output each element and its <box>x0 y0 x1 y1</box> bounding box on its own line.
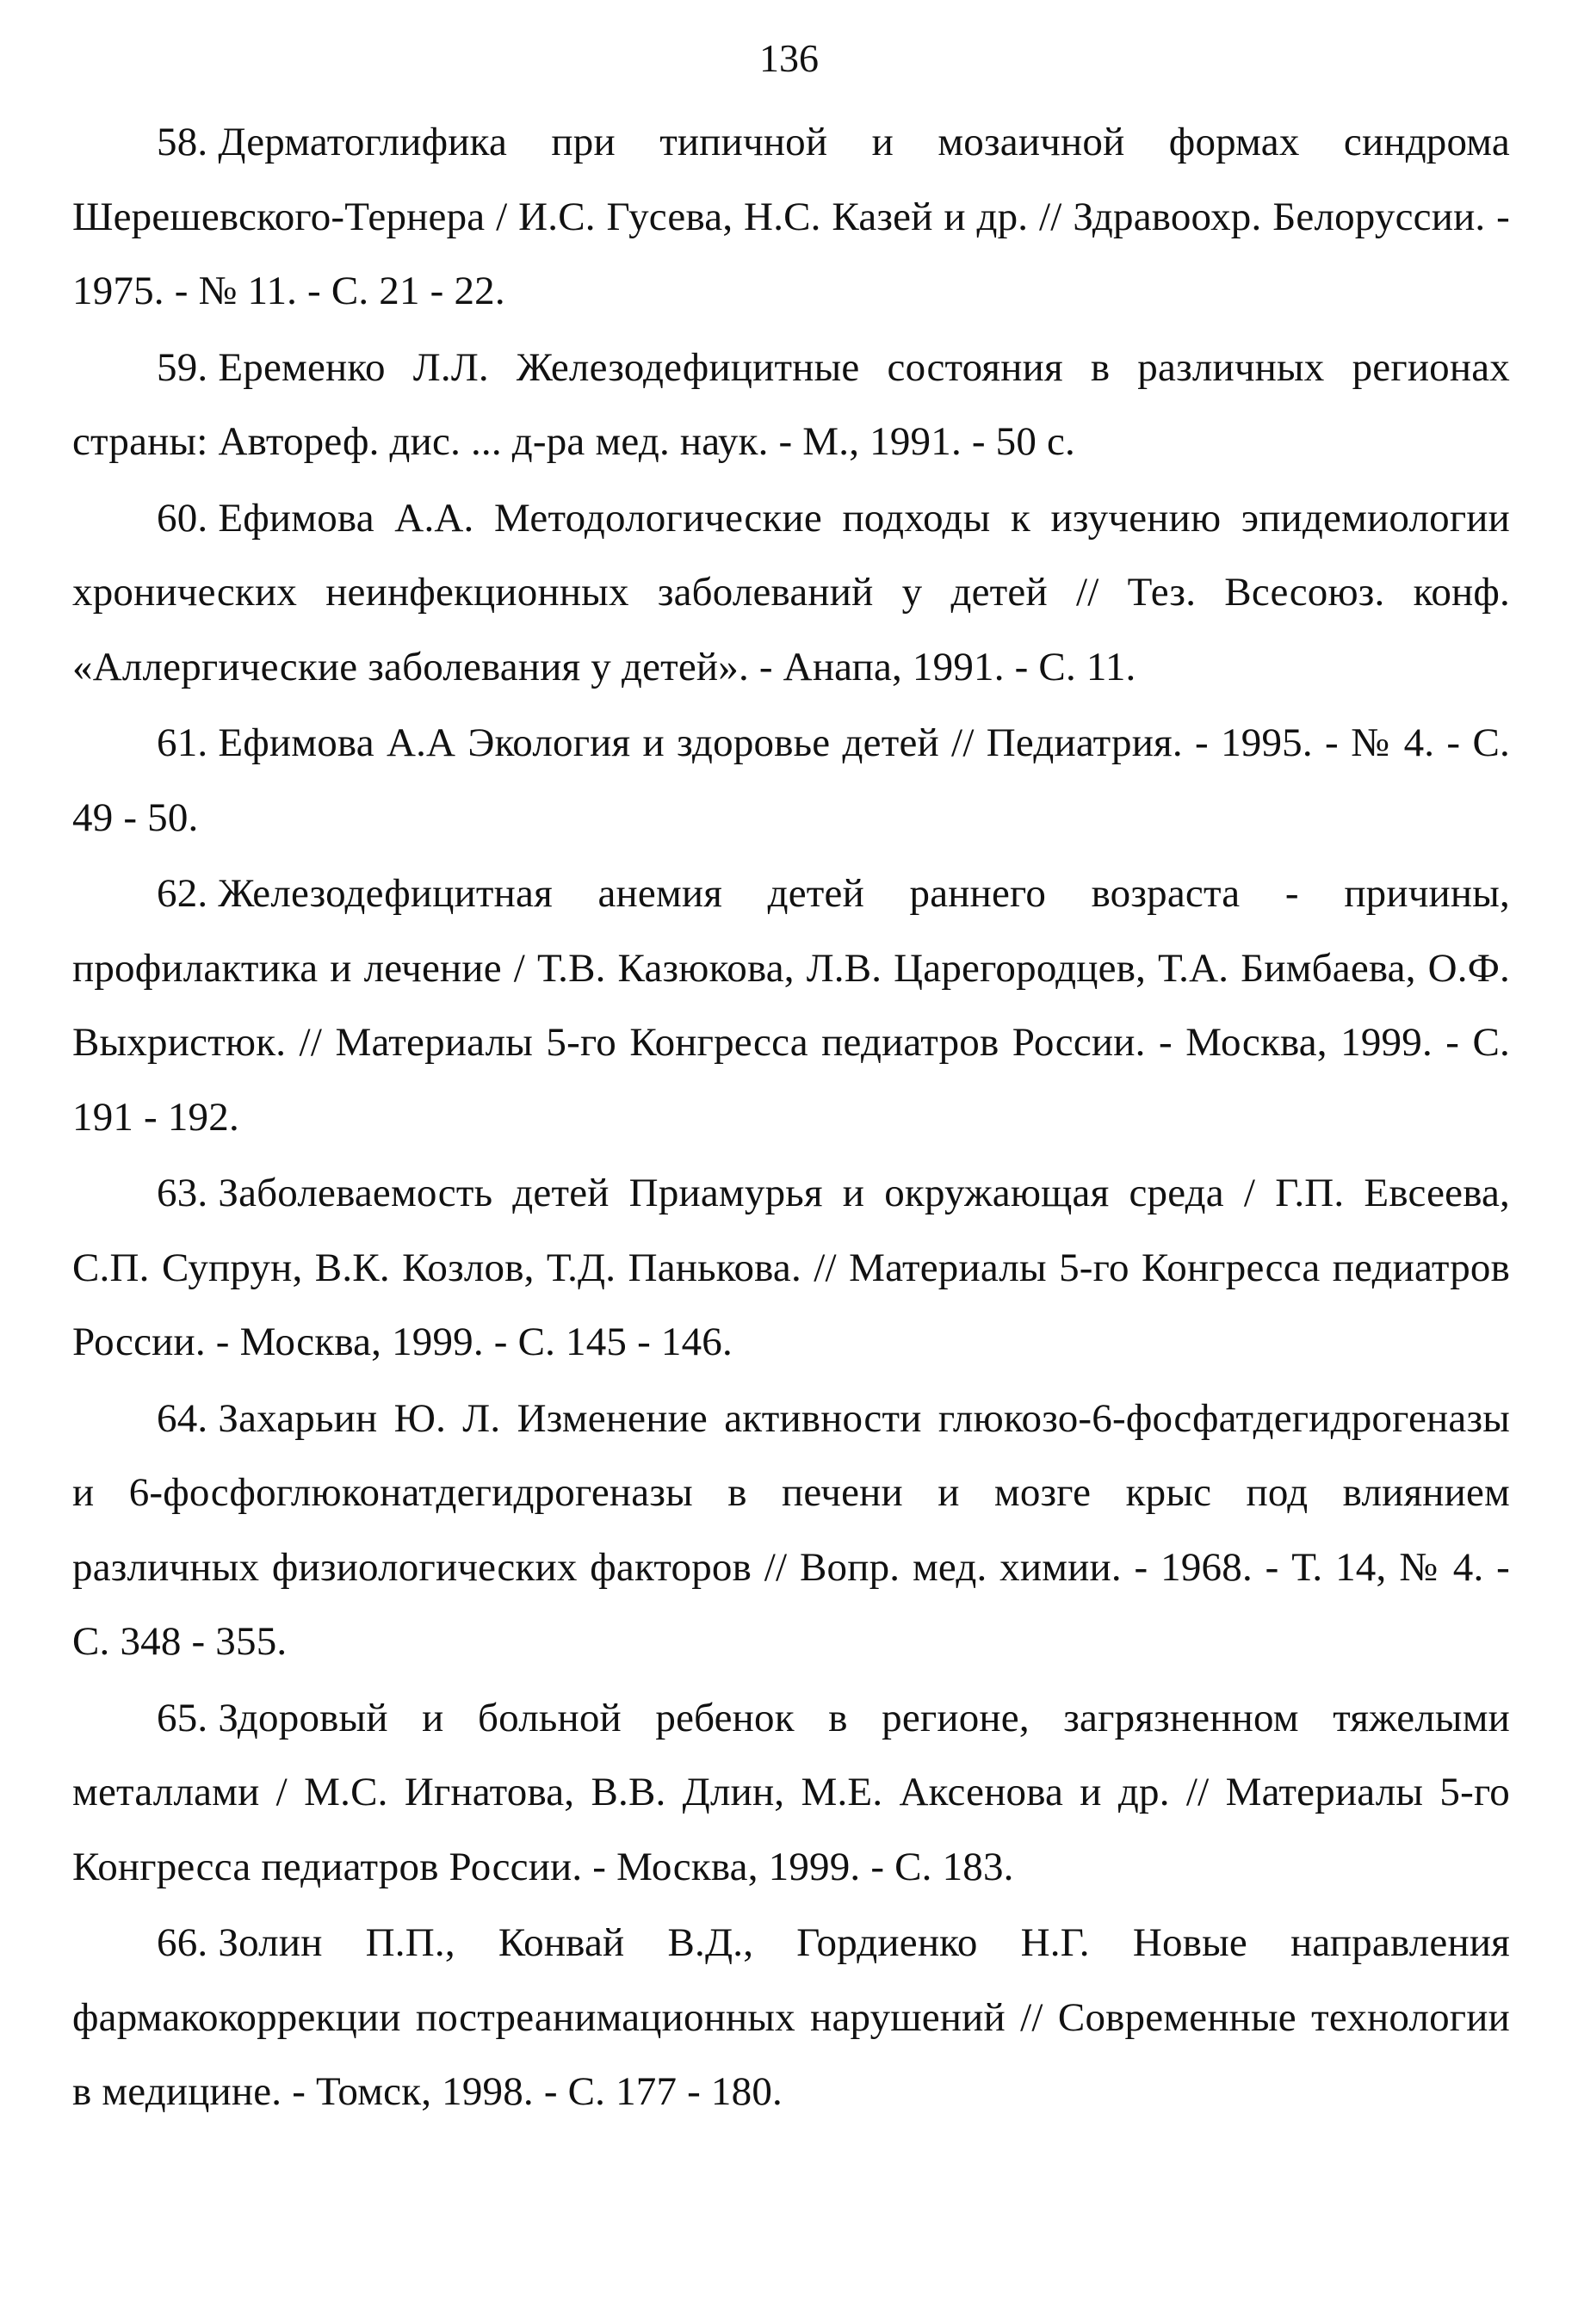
page-number: 136 <box>759 36 819 80</box>
reference-text: Железодефицитная анемия детей раннего возраста - причины, профилактика и лечение / Т.В. Казюкова, Л.В. Царегородцев, Т.А. Бимбаева, О.Ф. Выхристюк. // Материалы 5-го Конгресса педиатров России. - Москва, 1999. - С. 191 - 192. <box>72 871 1510 1140</box>
reference-list <box>72 105 1510 2131</box>
reference-text: Еременко Л.Л. Железодефицитные состояния в различных регионах страны: Автореф. дис. ... д-ра мед. наук. - М., 1991. - 50 с. <box>72 344 1510 464</box>
reference-text: Захарьин Ю. Л. Изменение активности глюкозо-6-фосфатдегидрогеназы и 6-фосфоглюконатдегидрогеназы в печени и мозге крыс под влиянием различных физиологических факторов // Вопр. мед. химии. - 1968. - Т. 14, № 4. - С. 348 - 355. <box>72 1395 1510 1664</box>
reference-number: 66. <box>157 1920 208 1965</box>
reference-text: Ефимова А.А Экология и здоровье детей // Педиатрия. - 1995. - № 4. - С. 49 - 50. <box>72 720 1510 840</box>
reference-number: 65. <box>157 1695 208 1740</box>
reference-item <box>72 331 1510 479</box>
reference-item <box>72 481 1510 705</box>
reference-item <box>72 1681 1510 1905</box>
reference-item <box>72 706 1510 855</box>
reference-item <box>72 1156 1510 1380</box>
reference-number: 63. <box>157 1171 208 1215</box>
reference-item <box>72 105 1510 329</box>
reference-text: Дерматоглифика при типичной и мозаичной формах синдрома Шерешевского-Тернера / И.С. Гусева, Н.С. Казей и др. // Здравоохр. Белоруссии. - 1975. - № 11. - С. 21 - 22. <box>72 120 1510 313</box>
reference-text: Ефимова А.А. Методологические подходы к изучению эпидемиологии хронических неинфекционных заболеваний у детей // Тез. Всесоюз. конф. «Аллергические заболевания у детей». - Анапа, 1991. - С. 11. <box>72 495 1510 689</box>
reference-number: 60. <box>157 495 208 541</box>
reference-item <box>72 856 1510 1154</box>
reference-text: Здоровый и больной ребенок в регионе, загрязненном тяжелыми металлами / М.С. Игнатова, В.В. Длин, М.Е. Аксенова и др. // Материалы 5-го Конгресса педиатров России. - Москва, 1999. - С. 183. <box>72 1695 1510 1889</box>
reference-number: 59. <box>157 344 208 390</box>
reference-number: 58. <box>157 120 208 164</box>
reference-item <box>72 1381 1510 1679</box>
reference-item <box>72 1906 1510 2129</box>
reference-number: 64. <box>157 1395 208 1441</box>
reference-text: Заболеваемость детей Приамурья и окружающая среда / Г.П. Евсеева, С.П. Супрун, В.К. Козлов, Т.Д. Панькова. // Материалы 5-го Конгресса педиатров России. - Москва, 1999. - С. 145 - 146. <box>72 1171 1510 1364</box>
reference-text: Золин П.П., Конвай В.Д., Гордиенко Н.Г. Новые направления фармакокоррекции постреанимационных нарушений // Современные технологии в медицине. - Томск, 1998. - С. 177 - 180. <box>72 1920 1510 2114</box>
reference-number: 61. <box>157 720 208 765</box>
reference-number: 62. <box>157 871 208 916</box>
